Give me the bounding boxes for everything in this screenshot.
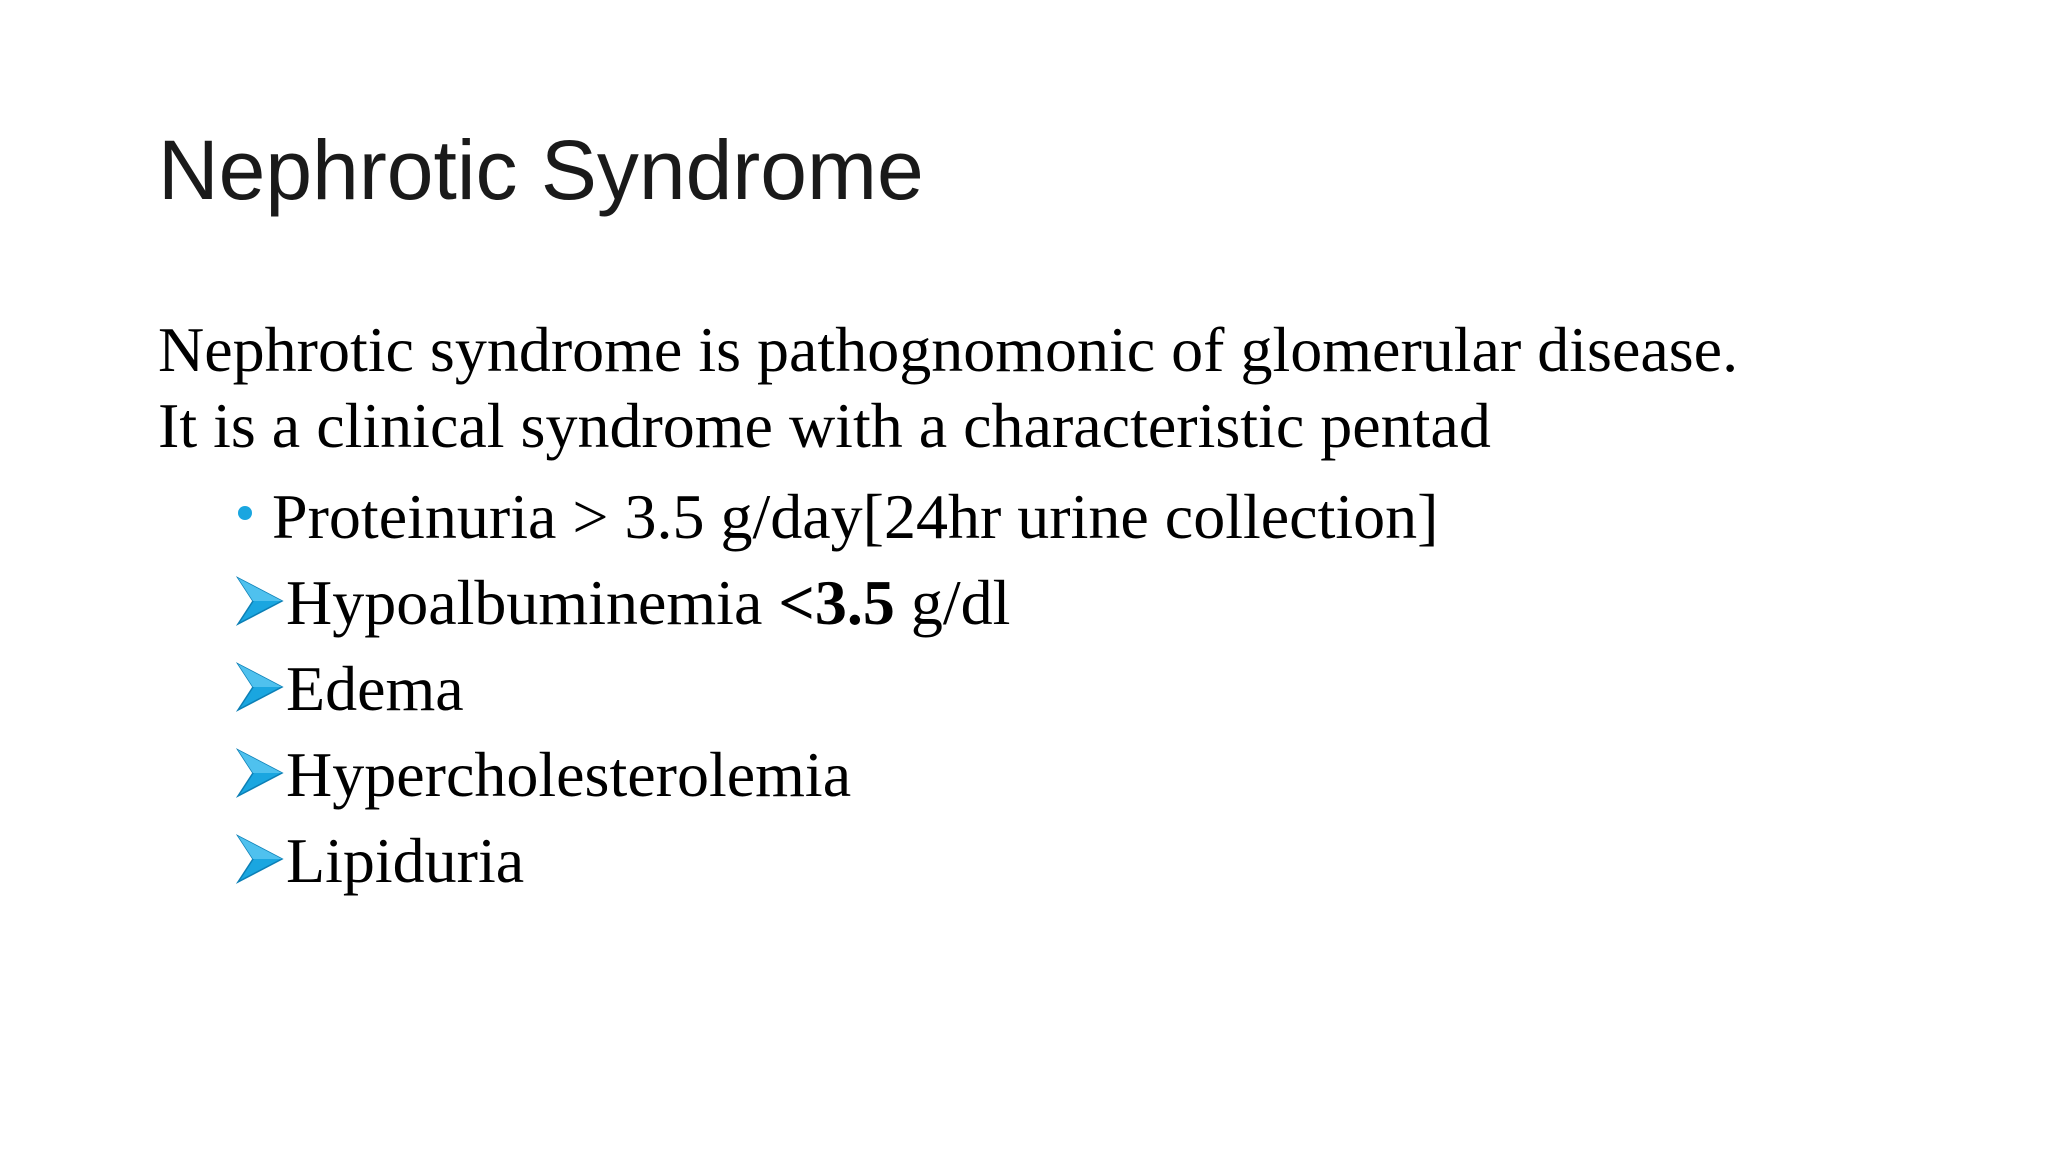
hypoalbuminemia-threshold: <3.5 (778, 567, 895, 638)
hypoalbuminemia-prefix: Hypoalbuminemia (286, 567, 779, 638)
bullet-dot-icon (238, 506, 252, 520)
slide-title: Nephrotic Syndrome (158, 123, 924, 217)
list-item-label: Hypercholesterolemia (286, 739, 852, 810)
list-item-label (286, 566, 1010, 640)
hypoalbuminemia-unit: g/dl (894, 567, 1011, 638)
arrow-bullet-icon (236, 747, 284, 799)
intro-line-2: It is a clinical syndrome with a characteristic pentad (158, 390, 1491, 461)
list-item-lipiduria (236, 818, 1438, 904)
intro-paragraph (158, 312, 1738, 464)
pentad-list (236, 474, 1438, 904)
list-item-hypercholesterolemia (236, 732, 1438, 818)
list-item-label: Edema (286, 653, 464, 724)
intro-line-1: Nephrotic syndrome is pathognomonic of glomerular disease. (158, 314, 1739, 385)
list-item-hypoalbuminemia (236, 560, 1438, 646)
list-item-edema (236, 646, 1438, 732)
arrow-bullet-icon (236, 661, 284, 713)
list-item-proteinuria (236, 474, 1438, 560)
arrow-bullet-icon (236, 833, 284, 885)
list-item-label: Lipiduria (286, 825, 525, 896)
arrow-bullet-icon (236, 575, 284, 627)
list-item-label: Proteinuria > 3.5 g/day[24hr urine collection] (272, 481, 1439, 552)
